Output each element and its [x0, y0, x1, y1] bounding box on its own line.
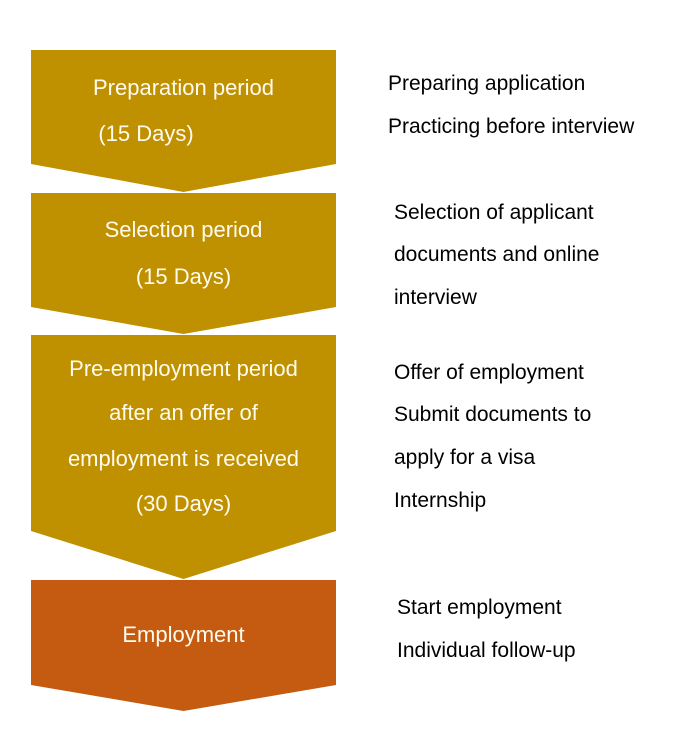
stage-4-description-line: Start employment — [397, 596, 562, 619]
stage-3-description-line: Submit documents to — [394, 403, 592, 426]
stage-1-label-line: Preparation period — [92, 75, 274, 100]
stage-3-description-line: Offer of employment — [394, 361, 584, 384]
stage-4-description-line: Individual follow-up — [397, 639, 576, 662]
stage-1-description-line: Preparing application — [388, 72, 586, 95]
stage-3-label-line: employment is received — [67, 446, 300, 471]
stage-3-description-line: Internship — [394, 489, 487, 512]
stage-3-label-line: after an offer of — [109, 400, 258, 425]
stage-2-description-line: documents and online — [394, 243, 600, 266]
stage-1-duration: (15 Days) — [98, 121, 194, 146]
stage-3-label-line: Pre-employment period — [69, 356, 298, 381]
stage-2-description-line: Selection of applicant — [394, 201, 594, 224]
stage-2-description-line: interview — [394, 286, 477, 309]
stage-4-label-line: Employment — [122, 622, 245, 647]
stage-3-duration: (30 Days) — [135, 491, 232, 516]
stage-3-description-line: apply for a visa — [394, 446, 536, 469]
stage-1-description-line: Practicing before interview — [388, 115, 635, 138]
stage-2-label-line: Selection period — [104, 217, 263, 242]
stage-2-duration: (15 Days) — [135, 264, 232, 289]
